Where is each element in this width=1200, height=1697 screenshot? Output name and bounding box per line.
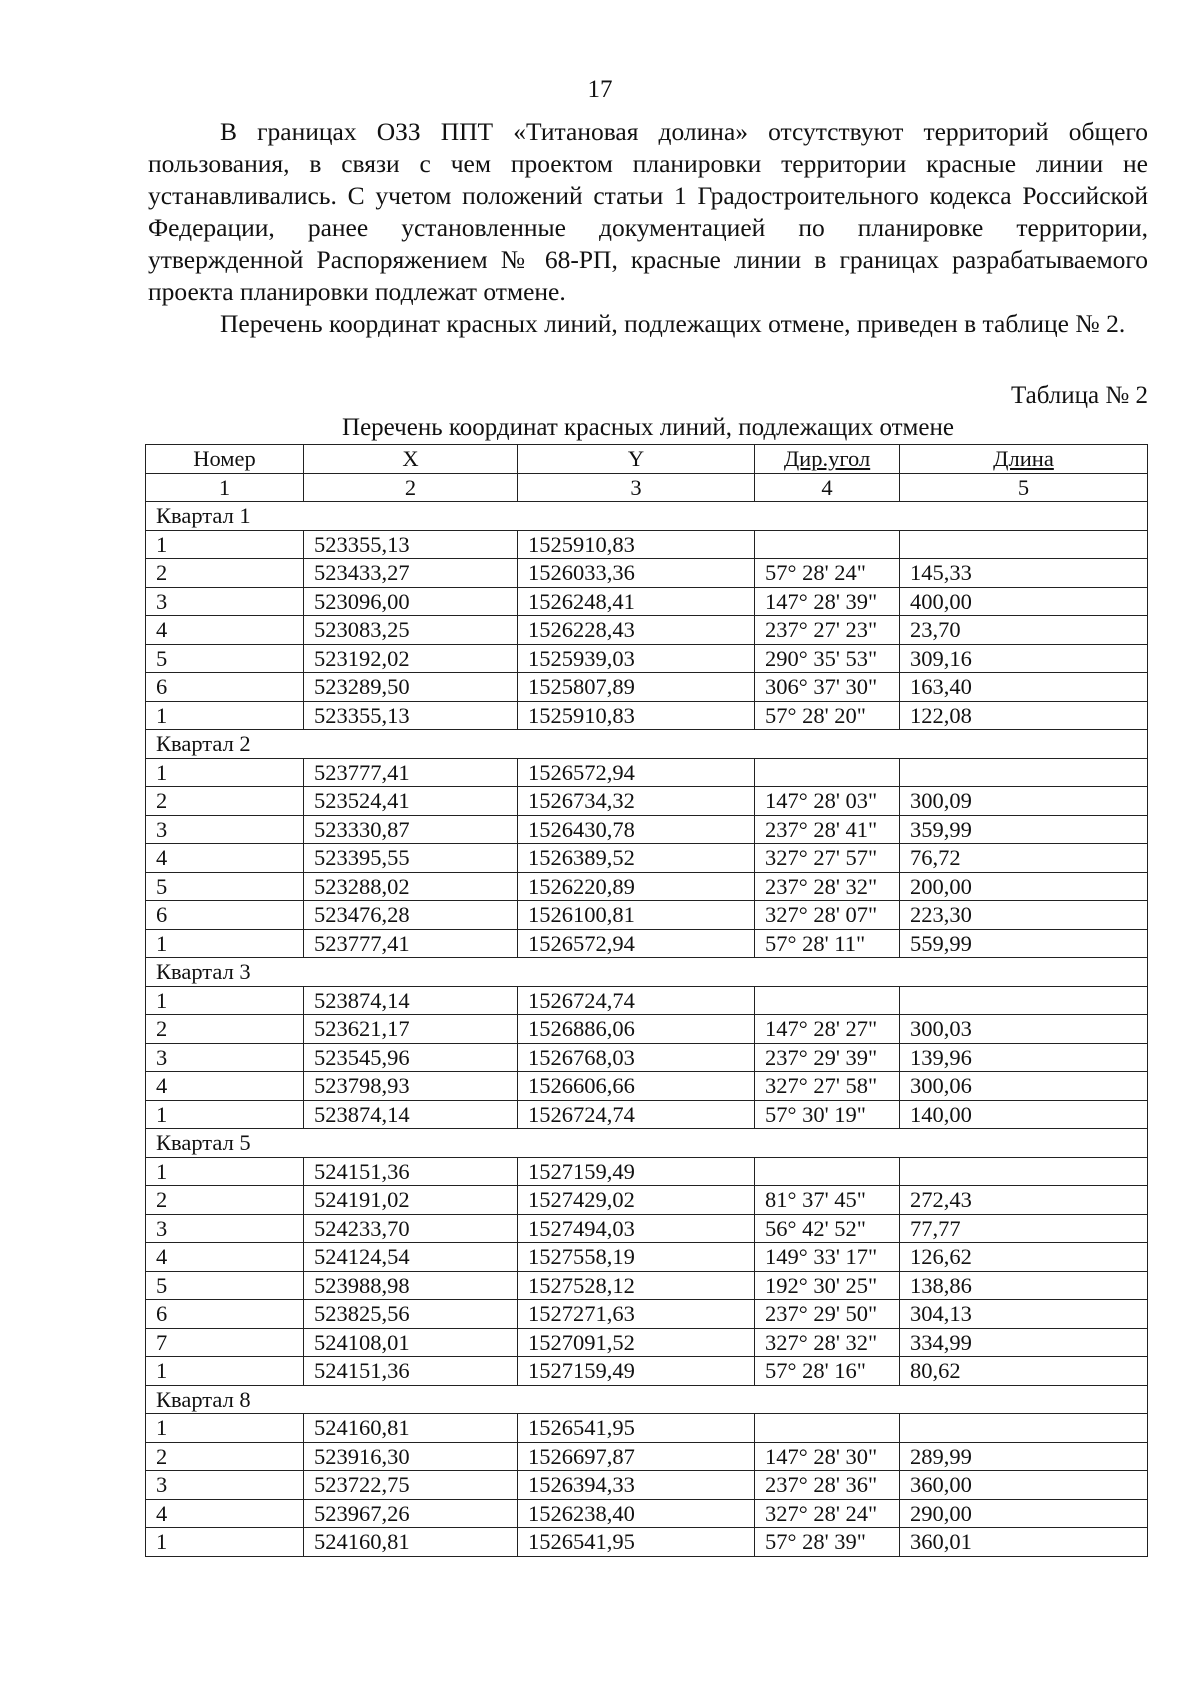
cell-x: 524233,70	[304, 1214, 518, 1243]
body-text	[148, 116, 1148, 340]
cell-length: 140,00	[900, 1100, 1148, 1129]
section-row	[146, 730, 1148, 759]
cell-length	[900, 1157, 1148, 1186]
cell-length	[900, 758, 1148, 787]
cell-y: 1526724,74	[518, 986, 755, 1015]
table-row	[146, 986, 1148, 1015]
cell-y: 1526886,06	[518, 1015, 755, 1044]
cell-length	[900, 1414, 1148, 1443]
cell-number: 1	[146, 1157, 304, 1186]
table-row	[146, 587, 1148, 616]
cell-angle	[755, 1414, 900, 1443]
cell-length: 290,00	[900, 1499, 1148, 1528]
cell-angle	[755, 758, 900, 787]
cell-length: 77,77	[900, 1214, 1148, 1243]
table-header-row	[146, 445, 1148, 474]
cell-x: 523476,28	[304, 901, 518, 930]
cell-length: 300,09	[900, 787, 1148, 816]
cell-y: 1526100,81	[518, 901, 755, 930]
cell-x: 523798,93	[304, 1072, 518, 1101]
cell-x: 523395,55	[304, 844, 518, 873]
cell-length: 80,62	[900, 1357, 1148, 1386]
table-title: Перечень координат красных линий, подлежащих отмене	[342, 414, 954, 441]
cell-number: 1	[146, 1528, 304, 1557]
page-number: 17	[587, 76, 613, 103]
cell-length	[900, 986, 1148, 1015]
cell-number: 4	[146, 1243, 304, 1272]
cell-y: 1527528,12	[518, 1271, 755, 1300]
paragraph-2: Перечень координат красных линий, подлежащих отмене, приведен в таблице № 2.	[220, 309, 1126, 338]
cell-length: 360,00	[900, 1471, 1148, 1500]
cell-length: 559,99	[900, 929, 1148, 958]
cell-y: 1525910,83	[518, 530, 755, 559]
table-row	[146, 1414, 1148, 1443]
cell-y: 1527429,02	[518, 1186, 755, 1215]
cell-length: 200,00	[900, 872, 1148, 901]
section-row	[146, 1385, 1148, 1414]
cell-length: 138,86	[900, 1271, 1148, 1300]
cell-number: 2	[146, 787, 304, 816]
cell-y: 1525807,89	[518, 673, 755, 702]
cell-number: 3	[146, 815, 304, 844]
cell-y: 1526606,66	[518, 1072, 755, 1101]
cell-length: 145,33	[900, 559, 1148, 588]
cell-length: 139,96	[900, 1043, 1148, 1072]
cell-number: 4	[146, 1499, 304, 1528]
section-title: Квартал 2	[146, 730, 1148, 759]
cell-x: 523621,17	[304, 1015, 518, 1044]
table-row	[146, 929, 1148, 958]
cell-x: 523288,02	[304, 872, 518, 901]
cell-number: 1	[146, 530, 304, 559]
cell-x: 524160,81	[304, 1414, 518, 1443]
cell-y: 1526734,32	[518, 787, 755, 816]
column-number: 4	[755, 473, 900, 502]
cell-angle: 327° 28' 32"	[755, 1328, 900, 1357]
cell-x: 523777,41	[304, 758, 518, 787]
table-row	[146, 1528, 1148, 1557]
cell-x: 523083,25	[304, 616, 518, 645]
cell-x: 523545,96	[304, 1043, 518, 1072]
cell-number: 4	[146, 1072, 304, 1101]
table-row	[146, 1357, 1148, 1386]
cell-x: 523192,02	[304, 644, 518, 673]
table-row	[146, 1271, 1148, 1300]
cell-angle: 149° 33' 17"	[755, 1243, 900, 1272]
cell-y: 1527558,19	[518, 1243, 755, 1272]
cell-angle: 57° 28' 24"	[755, 559, 900, 588]
cell-y: 1526541,95	[518, 1414, 755, 1443]
cell-angle: 57° 28' 16"	[755, 1357, 900, 1386]
table-row	[146, 559, 1148, 588]
cell-x: 524191,02	[304, 1186, 518, 1215]
cell-x: 523096,00	[304, 587, 518, 616]
cell-length: 334,99	[900, 1328, 1148, 1357]
table-row	[146, 1072, 1148, 1101]
cell-angle: 57° 28' 20"	[755, 701, 900, 730]
cell-angle: 147° 28' 03"	[755, 787, 900, 816]
cell-number: 7	[146, 1328, 304, 1357]
cell-angle: 290° 35' 53"	[755, 644, 900, 673]
cell-angle: 327° 27' 57"	[755, 844, 900, 873]
section-title: Квартал 1	[146, 502, 1148, 531]
cell-angle: 237° 29' 39"	[755, 1043, 900, 1072]
paragraph-1: В границах ОЗЗ ППТ «Титановая долина» отсутствуют территорий общего пользования, в связи с чем проектом планировки территории красные линии не устанавливались. С учетом положений статьи 1 Градостроительного кодекса Российской Федерации, ранее установленные документацией по планировке территории, утвержденной Распоряжением № 68-РП, красные линии в границах разрабатываемого проекта планировки подлежат отмене.	[148, 117, 1148, 306]
section-row	[146, 1129, 1148, 1158]
cell-y: 1527091,52	[518, 1328, 755, 1357]
table-row	[146, 1015, 1148, 1044]
cell-number: 1	[146, 758, 304, 787]
table-row	[146, 1243, 1148, 1272]
header-length: Длина	[900, 445, 1148, 474]
cell-angle	[755, 530, 900, 559]
cell-length	[900, 530, 1148, 559]
cell-y: 1526768,03	[518, 1043, 755, 1072]
cell-number: 1	[146, 701, 304, 730]
table-row	[146, 1100, 1148, 1129]
cell-x: 523722,75	[304, 1471, 518, 1500]
cell-x: 523967,26	[304, 1499, 518, 1528]
cell-x: 523289,50	[304, 673, 518, 702]
cell-y: 1527159,49	[518, 1357, 755, 1386]
table-row	[146, 1043, 1148, 1072]
table-row	[146, 844, 1148, 873]
cell-angle: 192° 30' 25"	[755, 1271, 900, 1300]
cell-number: 1	[146, 1100, 304, 1129]
cell-angle: 57° 28' 39"	[755, 1528, 900, 1557]
table-row	[146, 872, 1148, 901]
table-row	[146, 815, 1148, 844]
cell-angle	[755, 986, 900, 1015]
cell-length: 309,16	[900, 644, 1148, 673]
cell-angle: 56° 42' 52"	[755, 1214, 900, 1243]
cell-x: 523355,13	[304, 530, 518, 559]
table-row	[146, 701, 1148, 730]
column-number: 5	[900, 473, 1148, 502]
table-caption: Таблица № 2	[1010, 382, 1148, 409]
cell-angle: 147° 28' 27"	[755, 1015, 900, 1044]
header-number: Номер	[146, 445, 304, 474]
cell-number: 4	[146, 616, 304, 645]
cell-x: 523874,14	[304, 986, 518, 1015]
table-row	[146, 673, 1148, 702]
cell-angle: 237° 29' 50"	[755, 1300, 900, 1329]
cell-y: 1526572,94	[518, 929, 755, 958]
table-row	[146, 1186, 1148, 1215]
table-row	[146, 530, 1148, 559]
cell-angle: 327° 27' 58"	[755, 1072, 900, 1101]
cell-number: 2	[146, 559, 304, 588]
cell-y: 1526394,33	[518, 1471, 755, 1500]
cell-number: 2	[146, 1442, 304, 1471]
cell-number: 6	[146, 1300, 304, 1329]
cell-length: 360,01	[900, 1528, 1148, 1557]
cell-length: 163,40	[900, 673, 1148, 702]
cell-number: 3	[146, 1214, 304, 1243]
cell-x: 524151,36	[304, 1157, 518, 1186]
cell-angle: 57° 28' 11"	[755, 929, 900, 958]
cell-angle: 147° 28' 39"	[755, 587, 900, 616]
table-row	[146, 644, 1148, 673]
cell-y: 1526541,95	[518, 1528, 755, 1557]
column-number: 3	[518, 473, 755, 502]
cell-number: 2	[146, 1015, 304, 1044]
table-row	[146, 1300, 1148, 1329]
table-row	[146, 616, 1148, 645]
cell-x: 523988,98	[304, 1271, 518, 1300]
section-title: Квартал 3	[146, 958, 1148, 987]
cell-length: 126,62	[900, 1243, 1148, 1272]
cell-number: 1	[146, 1357, 304, 1386]
cell-y: 1525910,83	[518, 701, 755, 730]
cell-angle: 81° 37' 45"	[755, 1186, 900, 1215]
cell-x: 524151,36	[304, 1357, 518, 1386]
cell-length: 223,30	[900, 901, 1148, 930]
table-row	[146, 1157, 1148, 1186]
cell-y: 1526697,87	[518, 1442, 755, 1471]
cell-length: 300,06	[900, 1072, 1148, 1101]
cell-x: 523825,56	[304, 1300, 518, 1329]
section-row	[146, 958, 1148, 987]
cell-y: 1526228,43	[518, 616, 755, 645]
cell-length: 400,00	[900, 587, 1148, 616]
cell-number: 3	[146, 1043, 304, 1072]
cell-length: 76,72	[900, 844, 1148, 873]
cell-number: 4	[146, 844, 304, 873]
cell-length: 122,08	[900, 701, 1148, 730]
cell-angle: 306° 37' 30"	[755, 673, 900, 702]
table-row	[146, 787, 1148, 816]
column-number: 2	[304, 473, 518, 502]
cell-y: 1526238,40	[518, 1499, 755, 1528]
cell-y: 1526724,74	[518, 1100, 755, 1129]
table-row	[146, 1328, 1148, 1357]
cell-angle: 57° 30' 19"	[755, 1100, 900, 1129]
table-row	[146, 901, 1148, 930]
cell-number: 2	[146, 1186, 304, 1215]
cell-angle: 237° 28' 41"	[755, 815, 900, 844]
cell-y: 1527494,03	[518, 1214, 755, 1243]
cell-number: 5	[146, 644, 304, 673]
table-column-numbers-row	[146, 473, 1148, 502]
cell-number: 5	[146, 1271, 304, 1300]
section-title: Квартал 8	[146, 1385, 1148, 1414]
cell-number: 3	[146, 587, 304, 616]
cell-length: 272,43	[900, 1186, 1148, 1215]
cell-y: 1526220,89	[518, 872, 755, 901]
coordinates-table	[145, 444, 1148, 1557]
table-row	[146, 1214, 1148, 1243]
cell-x: 524108,01	[304, 1328, 518, 1357]
cell-number: 6	[146, 673, 304, 702]
cell-angle: 147° 28' 30"	[755, 1442, 900, 1471]
cell-angle	[755, 1157, 900, 1186]
cell-angle: 327° 28' 24"	[755, 1499, 900, 1528]
cell-y: 1526033,36	[518, 559, 755, 588]
cell-y: 1526248,41	[518, 587, 755, 616]
section-row	[146, 502, 1148, 531]
cell-length: 23,70	[900, 616, 1148, 645]
section-title: Квартал 5	[146, 1129, 1148, 1158]
cell-length: 300,03	[900, 1015, 1148, 1044]
cell-x: 523524,41	[304, 787, 518, 816]
table-row	[146, 1471, 1148, 1500]
cell-angle: 237° 28' 32"	[755, 872, 900, 901]
cell-x: 523874,14	[304, 1100, 518, 1129]
cell-y: 1527271,63	[518, 1300, 755, 1329]
cell-y: 1526389,52	[518, 844, 755, 873]
cell-x: 523916,30	[304, 1442, 518, 1471]
cell-number: 1	[146, 986, 304, 1015]
cell-x: 524160,81	[304, 1528, 518, 1557]
cell-y: 1527159,49	[518, 1157, 755, 1186]
cell-x: 523433,27	[304, 559, 518, 588]
cell-x: 523330,87	[304, 815, 518, 844]
table-row	[146, 758, 1148, 787]
cell-x: 523355,13	[304, 701, 518, 730]
cell-number: 6	[146, 901, 304, 930]
cell-length: 359,99	[900, 815, 1148, 844]
cell-x: 523777,41	[304, 929, 518, 958]
header-y: Y	[518, 445, 755, 474]
cell-number: 1	[146, 1414, 304, 1443]
cell-length: 289,99	[900, 1442, 1148, 1471]
cell-angle: 237° 28' 36"	[755, 1471, 900, 1500]
cell-number: 5	[146, 872, 304, 901]
cell-number: 3	[146, 1471, 304, 1500]
column-number: 1	[146, 473, 304, 502]
cell-x: 524124,54	[304, 1243, 518, 1272]
table-row	[146, 1499, 1148, 1528]
cell-y: 1525939,03	[518, 644, 755, 673]
cell-angle: 237° 27' 23"	[755, 616, 900, 645]
cell-angle: 327° 28' 07"	[755, 901, 900, 930]
cell-y: 1526572,94	[518, 758, 755, 787]
cell-y: 1526430,78	[518, 815, 755, 844]
header-angle: Дир.угол	[755, 445, 900, 474]
table-row	[146, 1442, 1148, 1471]
cell-length: 304,13	[900, 1300, 1148, 1329]
header-x: X	[304, 445, 518, 474]
cell-number: 1	[146, 929, 304, 958]
